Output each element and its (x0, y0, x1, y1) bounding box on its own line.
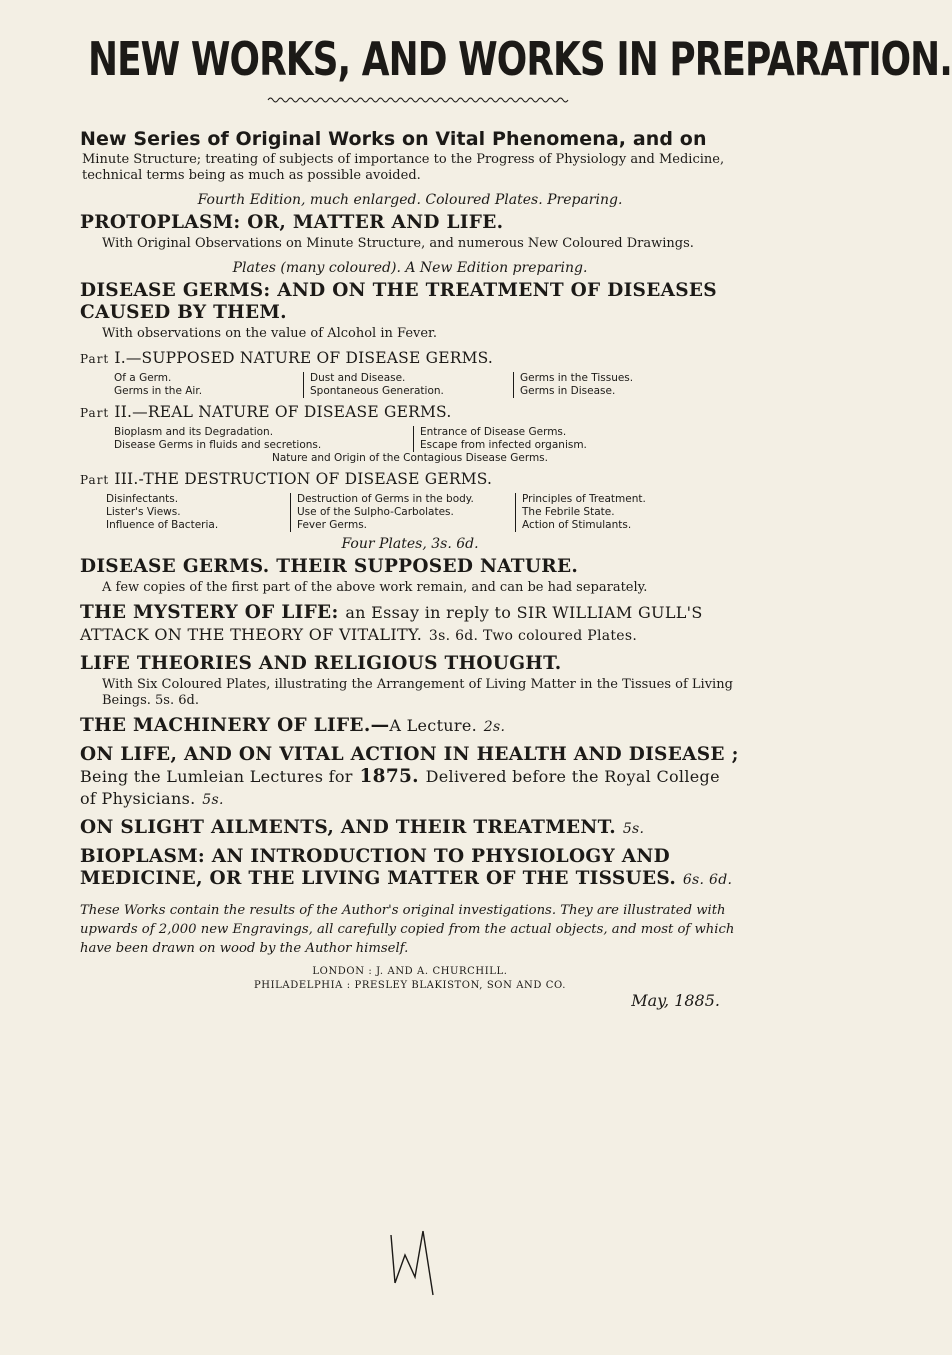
topic: Germs in the Air. (114, 385, 203, 397)
closing-statement: These Works contain the results of the Author's original investigations. They are illustrated with upwards of 2,000 new Engravings, all carefully copied from the actual objects, and most of which have been drawn on wood by the Author himself. (80, 903, 735, 956)
mystery-title (80, 602, 740, 647)
germs-edition: Plates (many coloured). A New Edition preparing. (232, 260, 588, 276)
topic: Action of Stimulants. (522, 519, 632, 531)
germs-nature-note: A few copies of the first part of the above work remain, and can be had separately. (102, 580, 648, 595)
health-tail: Delivered before the Royal College of Physicians. (80, 767, 720, 808)
bioplasm-price: 6s. 6d. (682, 872, 733, 888)
topic: Influence of Bacteria. (106, 519, 219, 531)
part-3-col-1 (100, 493, 290, 532)
health-price: 5s. (202, 792, 224, 808)
mystery-price: 3s. 6d. Two coloured Plates. (428, 628, 638, 644)
topic: Germs in Disease. (520, 385, 616, 397)
ailments-price: 5s. (622, 821, 645, 837)
mystery-title-main: THE MYSTERY OF LIFE: (80, 602, 339, 623)
germs-title: DISEASE GERMS: AND ON THE TREATMENT OF DISEASES CAUSED BY THEM. (80, 280, 717, 323)
theories-title: LIFE THEORIES AND RELIGIOUS THOUGHT. (80, 653, 562, 674)
part-3-col-3 (515, 493, 740, 532)
wavy-rule (268, 96, 568, 104)
germs-note: With observations on the value of Alcohol in Fever. (102, 326, 437, 341)
part-3-topics (100, 493, 740, 532)
part-3-col-2 (290, 493, 515, 532)
topic: Dust and Disease. (310, 372, 406, 384)
machinery-title-main: THE MACHINERY OF LIFE.— (80, 715, 390, 736)
germs-plates: Four Plates, 3s. 6d. (341, 536, 479, 552)
topic: Spontaneous Generation. (310, 385, 444, 397)
health-year: 1875. (359, 766, 419, 787)
page-header: NEW WORKS, AND WORKS IN PREPARATION. (88, 32, 952, 86)
topic: Use of the Sulpho-Carbolates. (297, 506, 454, 518)
machinery-title (80, 715, 740, 738)
part-1-title: Part I.—SUPPOSED NATURE OF DISEASE GERMS. (80, 349, 494, 367)
topic: Escape from infected organism. (420, 439, 587, 451)
publishers (80, 966, 740, 991)
catalogue-content (80, 128, 740, 1010)
topic: Disinfectants. (106, 493, 179, 505)
protoplasm-title: PROTOPLASM: OR, MATTER AND LIFE. (80, 212, 504, 233)
health-title-main: ON LIFE, AND ON VITAL ACTION IN HEALTH AND DISEASE ; (80, 744, 739, 765)
health-title (80, 744, 740, 811)
mystery-title-sub: an Essay in reply to SIR WILLIAM GULL'S ATTACK ON THE THEORY OF VITALITY. (80, 603, 703, 644)
topic: Disease Germs in fluids and secretions. (114, 439, 322, 451)
part-2-col-1 (108, 426, 413, 452)
topic: The Febrile State. (522, 506, 615, 518)
part-3-title: Part III.-THE DESTRUCTION OF DISEASE GERMS. (80, 470, 493, 488)
publisher-philadelphia: PHILADELPHIA : PRESLEY BLAKISTON, SON AND CO. (253, 980, 567, 991)
series-title: New Series of Original Works on Vital Phenomena, and on (80, 128, 707, 150)
health-subtitle: Being the Lumleian Lectures for (80, 767, 353, 786)
protoplasm-edition: Fourth Edition, much enlarged. Coloured Plates. Preparing. (197, 192, 623, 208)
part-1-col-1 (108, 372, 303, 398)
theories-note: With Six Coloured Plates, illustrating the Arrangement of Living Matter in the Tissues of Living Beings. 5s. 6d. (102, 677, 733, 708)
machinery-price: 2s. (483, 719, 506, 735)
topic: Destruction of Germs in the body. (297, 493, 474, 505)
series-intro: Minute Structure; treating of subjects of importance to the Progress of Physiology and Medicine, technical terms being as much as possible avoided. (82, 152, 725, 183)
part-1-col-3 (513, 372, 743, 398)
part-2-title: Part II.—REAL NATURE OF DISEASE GERMS. (80, 403, 452, 421)
publisher-london: LONDON : J. AND A. CHURCHILL. (312, 966, 508, 977)
topic: Bioplasm and its Degradation. (114, 426, 274, 438)
ailments-title (80, 817, 740, 840)
part-2-footer: Nature and Origin of the Contagious Disease Germs. (272, 452, 548, 464)
topic: Fever Germs. (297, 519, 368, 531)
topic: Principles of Treatment. (522, 493, 646, 505)
part-1-topics (108, 372, 740, 398)
topic: Lister's Views. (106, 506, 181, 518)
machinery-subtitle: A Lecture. (389, 716, 478, 735)
bioplasm-title-main: BIOPLASM: AN INTRODUCTION TO PHYSIOLOGY AND MEDICINE, OR THE LIVING MATTER OF THE TISSUES. (80, 846, 677, 889)
topic: Germs in the Tissues. (520, 372, 634, 384)
part-2-topics (108, 426, 740, 452)
publication-date: May, 1885. (631, 991, 720, 1010)
bioplasm-title (80, 846, 740, 891)
protoplasm-note: With Original Observations on Minute Structure, and numerous New Coloured Drawings. (102, 236, 694, 251)
part-1-col-2 (303, 372, 513, 398)
handwritten-mark-icon (385, 1225, 445, 1300)
germs-nature-title: DISEASE GERMS. THEIR SUPPOSED NATURE. (80, 556, 579, 577)
ailments-title-main: ON SLIGHT AILMENTS, AND THEIR TREATMENT. (80, 817, 617, 838)
topic: Entrance of Disease Germs. (420, 426, 567, 438)
topic: Of a Germ. (114, 372, 172, 384)
part-2-col-2 (413, 426, 743, 452)
